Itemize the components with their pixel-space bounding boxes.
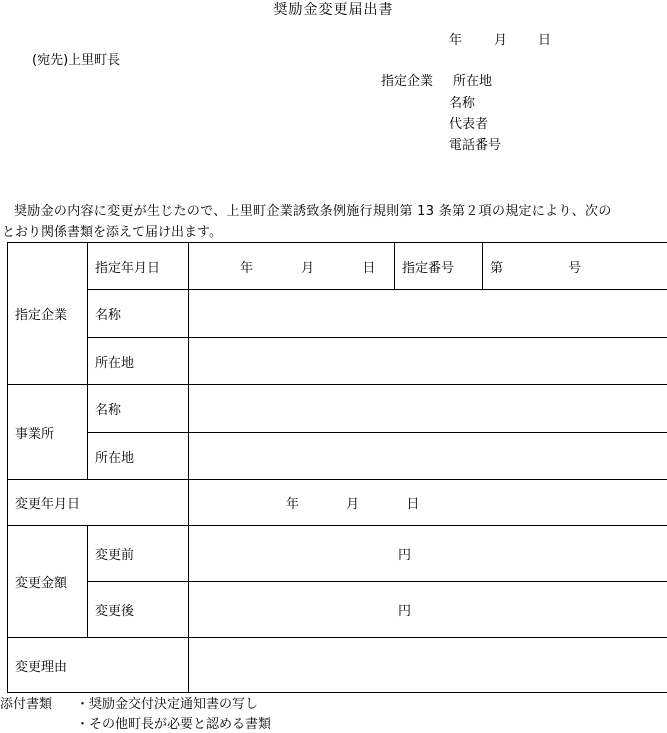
designated-number-label: 指定番号 <box>395 243 483 290</box>
office-address-field[interactable] <box>189 433 667 480</box>
amount-before-row <box>8 526 667 582</box>
change-reason-field[interactable] <box>189 638 667 693</box>
designated-date-label: 指定年月日 <box>88 243 189 290</box>
change-date-label: 変更年月日 <box>8 480 189 526</box>
office-name-row <box>8 385 667 433</box>
designated-date-row <box>8 243 667 290</box>
applicant-label: 指定企業 <box>381 74 433 90</box>
designated-address-label: 所在地 <box>88 338 189 385</box>
attachment-item-1: ・奨励金交付決定通知書の写し <box>76 697 258 713</box>
addressee: (宛先)上里町長 <box>32 53 120 69</box>
designated-name-label: 名称 <box>88 290 189 338</box>
amount-after-row <box>8 582 667 638</box>
office-address-label: 所在地 <box>88 433 189 480</box>
change-date-day: 日 <box>406 493 419 512</box>
page-title: 奨励金変更届出書 <box>0 2 667 18</box>
designated-address-row <box>8 338 667 385</box>
change-date-field[interactable] <box>189 480 667 526</box>
applicant-address-label: 所在地 <box>453 74 492 90</box>
office-label: 事業所 <box>8 385 88 480</box>
designated-date-field[interactable] <box>189 243 395 290</box>
designated-address-field[interactable] <box>189 338 667 385</box>
applicant-representative-label: 代表者 <box>449 117 488 133</box>
office-address-row <box>8 433 667 480</box>
change-date-year: 年 <box>286 493 299 512</box>
designated-date-year: 年 <box>240 257 253 276</box>
notification-form-table <box>7 242 667 693</box>
change-reason-row <box>8 638 667 693</box>
office-name-field[interactable] <box>189 385 667 433</box>
designated-name-row <box>8 290 667 338</box>
designated-number-prefix: 第 <box>490 257 503 276</box>
amount-before-unit: 円 <box>398 544 411 563</box>
attachment-item-2: ・その他町長が必要と認める書類 <box>76 717 271 733</box>
designated-date-month: 月 <box>301 257 314 276</box>
intro-line-2: とおり関係書類を添えて届け出ます。 <box>2 225 222 241</box>
applicant-name-label: 名称 <box>449 96 475 112</box>
date-year-label: 年 <box>449 33 462 49</box>
designated-number-suffix: 号 <box>568 257 581 276</box>
date-month-label: 月 <box>494 33 507 49</box>
designated-date-day: 日 <box>362 257 375 276</box>
amount-after-unit: 円 <box>398 600 411 619</box>
change-date-row <box>8 480 667 526</box>
date-day-label: 日 <box>538 33 551 49</box>
designated-company-label: 指定企業 <box>8 243 88 385</box>
attachments-label: 添付書類 <box>0 697 52 713</box>
change-amount-label: 変更金額 <box>8 526 88 638</box>
office-name-label: 名称 <box>88 385 189 433</box>
amount-after-label: 変更後 <box>88 582 189 638</box>
amount-before-field[interactable] <box>189 526 667 582</box>
designated-name-field[interactable] <box>189 290 667 338</box>
intro-line-1: 奨励金の内容に変更が生じたので、上里町企業誘致条例施行規則第 13 条第２項の規定により、次の <box>14 204 612 220</box>
change-reason-label: 変更理由 <box>8 638 189 693</box>
applicant-phone-label: 電話番号 <box>449 138 501 154</box>
amount-after-field[interactable] <box>189 582 667 638</box>
designated-number-field[interactable] <box>483 243 667 290</box>
amount-before-label: 変更前 <box>88 526 189 582</box>
change-date-month: 月 <box>346 493 359 512</box>
